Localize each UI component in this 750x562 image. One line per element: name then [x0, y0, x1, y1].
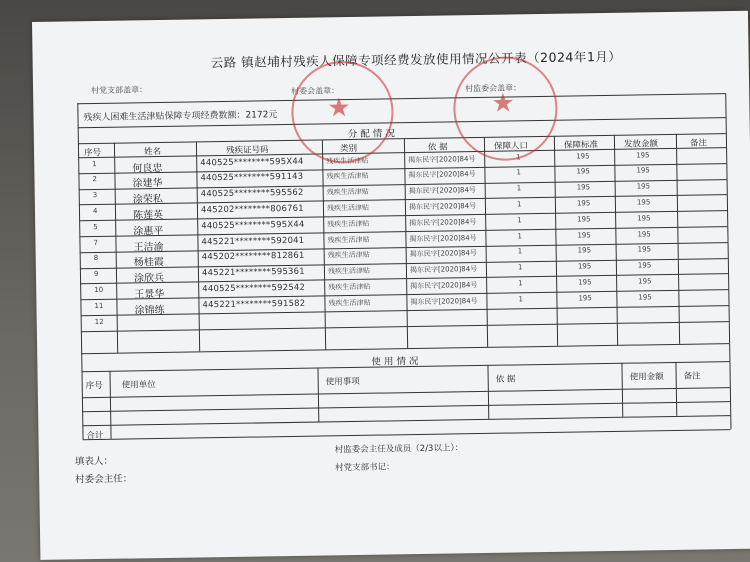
cell-category: 残疾生活津贴 [326, 187, 369, 197]
supervision-seal-label: 村监委会盖章： [465, 83, 522, 94]
cell-name: 涂欣兵 [133, 273, 165, 285]
cell-basis: 揭东民字[2020]84号 [408, 154, 476, 164]
usage-col-remark: 备注 [683, 371, 701, 382]
cell-category: 残疾生活津贴 [326, 203, 370, 213]
cell-std: 195 [576, 167, 590, 176]
cell-name: 涂荣私 [132, 194, 163, 206]
cell-name: 陈莲英 [132, 209, 164, 222]
col-population: 保障人口 [493, 141, 529, 152]
party-secretary-label: 村党支部书记： [334, 462, 395, 474]
cell-basis: 揭东民字[2020]84号 [410, 280, 478, 290]
total-label: 合计 [86, 430, 104, 442]
cell-pop: 1 [516, 152, 521, 161]
cell-std: 195 [578, 293, 592, 303]
cell-id: 440525********595562 [200, 187, 304, 200]
cell-amt: 195 [638, 292, 652, 302]
cell-pop: 1 [517, 216, 522, 225]
cell-name: 涂惠平 [133, 225, 164, 238]
cell-pop: 1 [516, 168, 521, 177]
cell-std: 195 [576, 199, 591, 208]
col-id: 残疾证号码 [225, 145, 269, 156]
fund-amount: 2172元 [245, 110, 278, 121]
col-category: 类别 [339, 143, 358, 155]
usage-col-no: 序号 [85, 380, 103, 392]
cell-basis: 揭东民字[2020]84号 [410, 296, 478, 306]
cell-std: 195 [578, 278, 592, 287]
cell-category: 残疾生活津贴 [327, 251, 370, 260]
cell-std: 195 [577, 246, 592, 255]
cell-no: 4 [92, 206, 98, 215]
cell-amt: 195 [636, 150, 650, 160]
col-amount: 发放金额 [623, 139, 659, 150]
usage-col-amount: 使用金额 [629, 372, 664, 383]
cell-pop: 1 [516, 184, 522, 193]
cell-pop: 1 [517, 231, 522, 240]
cell-basis: 揭东民字[2020]84号 [409, 233, 477, 243]
party-seal-label: 村党支部盖章： [91, 85, 148, 96]
cell-no: 1 [92, 159, 97, 168]
supervisors-label: 村监委会主任及成员（2/3以上）： [334, 443, 464, 456]
cell-id: 440525********592542 [202, 282, 306, 295]
document-title: 云路 镇赵埔村残疾人保障专项经费发放使用情况公开表（2024年1月） [210, 48, 622, 71]
cell-basis: 揭东民字[2020]84号 [408, 201, 477, 211]
cell-basis: 揭东民字[2020]84号 [408, 186, 476, 196]
cell-category: 残疾生活津贴 [326, 172, 369, 181]
cell-amt: 195 [637, 213, 651, 223]
fund-label [83, 107, 277, 123]
cell-id: 440525********591143 [200, 172, 304, 184]
cell-amt: 195 [637, 245, 652, 254]
col-no: 序号 [83, 147, 102, 159]
cell-amt: 195 [636, 198, 651, 207]
cell-category: 残疾生活津贴 [327, 266, 371, 276]
cell-std: 195 [577, 230, 591, 239]
cell-category: 残疾生活津贴 [327, 235, 370, 244]
cell-id: 445202********812861 [201, 251, 305, 263]
cell-amt: 195 [636, 166, 650, 175]
cell-no: 2 [92, 175, 98, 184]
usage-section-title: 使 用 情 况 [371, 355, 419, 368]
cell-std: 195 [577, 262, 592, 271]
cell-no: 11 [94, 301, 104, 310]
usage-col-unit: 使用单位 [121, 380, 156, 391]
cell-basis: 揭东民字[2020]84号 [409, 249, 477, 259]
cell-category: 残疾生活津贴 [328, 282, 371, 292]
usage-col-item: 使用事项 [325, 376, 360, 388]
cell-basis: 揭东民字[2020]84号 [408, 170, 476, 180]
usage-col-basis: 依 据 [495, 374, 516, 385]
cell-amt: 195 [637, 229, 651, 239]
col-name: 姓名 [143, 146, 162, 158]
document-sheet [32, 11, 750, 560]
cell-id: 445221********595361 [201, 266, 305, 279]
cell-pop: 1 [518, 295, 523, 304]
cell-pop: 1 [516, 200, 522, 209]
cell-no: 3 [92, 191, 98, 200]
col-basis: 依 据 [427, 142, 448, 153]
filler-label: 填表人： [74, 455, 114, 468]
cell-name: 涂锦练 [134, 304, 165, 317]
cell-std: 195 [576, 151, 590, 160]
committee-seal-label: 村委会盖章： [291, 86, 340, 96]
cell-pop: 1 [517, 247, 523, 256]
seal-star-icon: ★ [327, 93, 351, 124]
cell-id: 445221********592041 [201, 235, 305, 247]
cell-pop: 1 [518, 279, 523, 288]
cell-name: 王景华 [134, 288, 165, 301]
cell-category: 残疾生活津贴 [326, 156, 369, 165]
fund-label-text: 残疾人困难生活津贴保障专项经费数额： [83, 110, 246, 124]
cell-basis: 揭东民字[2020]84号 [409, 217, 477, 227]
col-standard: 保障标准 [563, 140, 599, 151]
cell-basis: 揭东民字[2020]84号 [409, 265, 478, 275]
cell-no: 10 [94, 285, 104, 294]
distribution-section-title: 分 配 情 况 [347, 128, 395, 141]
cell-amt: 195 [636, 182, 651, 191]
cell-pop: 1 [517, 263, 523, 272]
supervision-seal [453, 56, 559, 162]
cell-category: 残疾生活津贴 [328, 298, 371, 308]
cell-no: 5 [93, 222, 98, 231]
committee-head-label: 村委会主任： [75, 473, 133, 486]
cell-std: 195 [576, 183, 591, 192]
cell-category: 残疾生活津贴 [327, 219, 370, 229]
col-remark: 备注 [689, 138, 708, 149]
cell-no: 9 [93, 270, 99, 279]
cell-amt: 195 [638, 277, 652, 286]
cell-name: 何良忠 [132, 162, 163, 174]
cell-id: 445221********591582 [202, 298, 306, 311]
cell-no: 8 [93, 254, 99, 263]
cell-name: 王洁渝 [133, 241, 164, 253]
cell-no: 7 [93, 238, 99, 247]
distribution-table [77, 93, 725, 442]
cell-id: 440525********595X44 [200, 156, 304, 168]
cell-no: 12 [94, 317, 104, 326]
committee-seal [291, 60, 395, 164]
cell-id: 445202********806761 [200, 203, 304, 216]
cell-std: 195 [577, 214, 591, 224]
seal-star-icon-2: ★ [491, 88, 515, 119]
cell-amt: 195 [637, 261, 652, 270]
cell-name: 涂建华 [132, 178, 163, 190]
cell-name: 杨桂霞 [133, 257, 164, 269]
cell-id: 440525********595X44 [201, 219, 305, 232]
